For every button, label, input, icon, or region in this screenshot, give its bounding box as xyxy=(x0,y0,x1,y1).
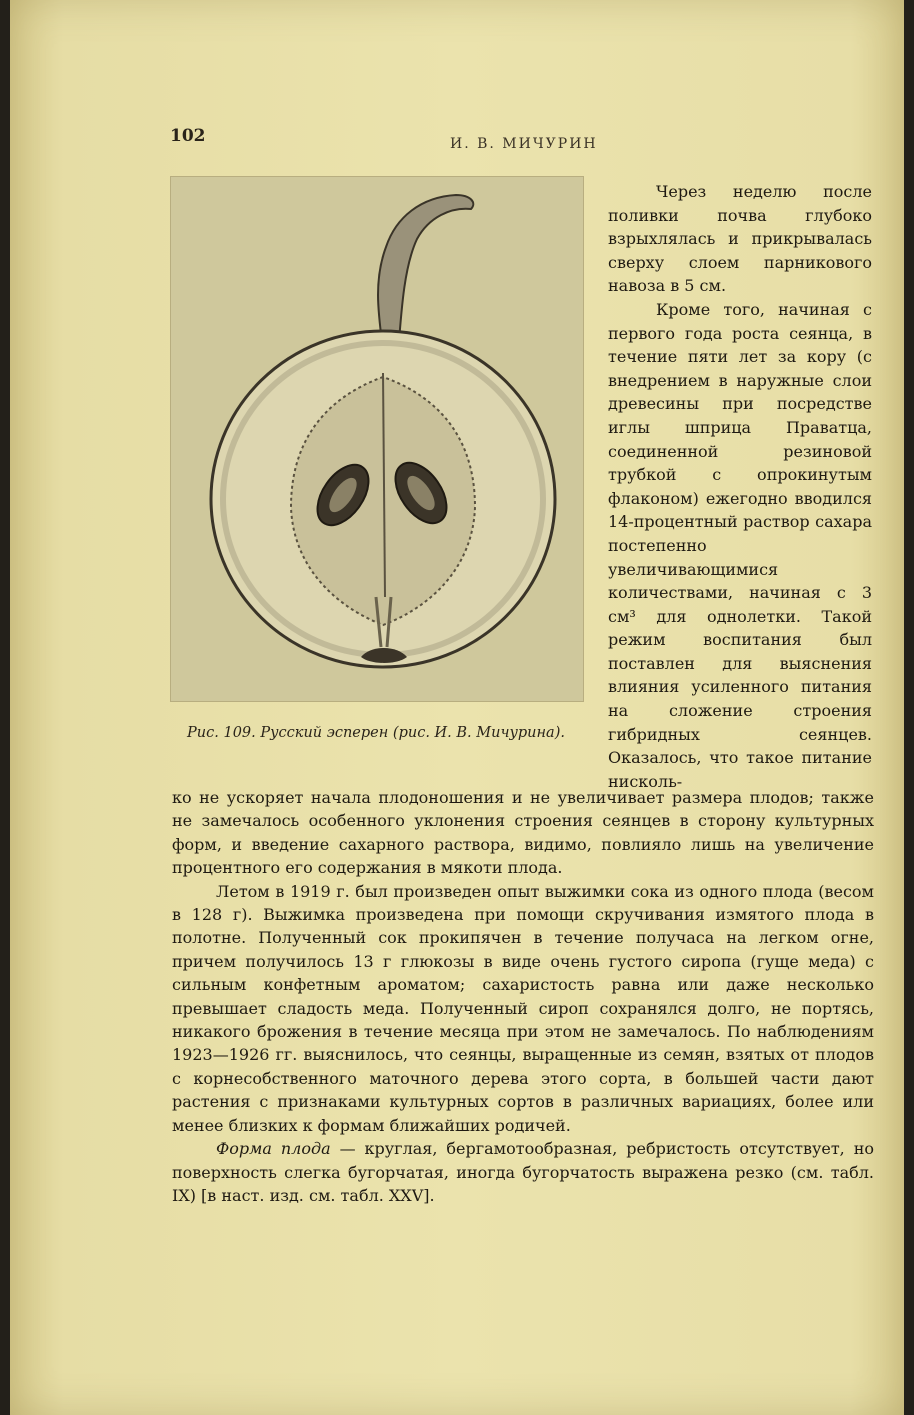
paragraph xyxy=(172,1137,874,1207)
page-number: 102 xyxy=(170,126,206,146)
book-page xyxy=(10,0,904,1415)
paragraph: Летом в 1919 г. был произведен опыт выжимки сока из одного плода (весом в 128 г). Выжимка произведена при помощи скручивания измятого плода в полотне. Полученный сок прокипячен в течение получаса на легком огне, причем получилось 13 г глюкозы в виде очень густого сиропа (гуще меда) с сильным конфетным ароматом; сахаристость равна или даже несколько превышает сладость меда. Полученный сироп сохранялся долго, не портясь, никакого брожения в течение месяца при этом не замечалось. По наблюдениям 1923—1926 гг. выяснилось, что сеянцы, выращенные из семян, взятых от плодов с корнесобственного маточного дерева этого сорта, в большей части дают растения с признаками культурных сортов в различных вариациях, более или менее близких к формам ближайших родичей. xyxy=(172,881,874,1135)
right-text-column xyxy=(608,180,872,793)
pear-cross-section-illustration xyxy=(170,176,584,702)
paragraph: Через неделю после поливки почва глубоко взрыхлялась и прикрывалась сверху слоем парникового навоза в 5 см. xyxy=(608,182,872,296)
figure-caption xyxy=(170,722,582,744)
full-width-text xyxy=(172,786,874,1207)
fruit-shape-description: — круглая, бергамотообразная, ребристость отсутствует, но поверхность слегка бугорчатая, иногда бугорчатость выражена резко (см. табл. IX) [в наст. изд. см. табл. XXV]. xyxy=(172,1139,874,1205)
caption-label: Рис. 109. xyxy=(187,725,256,741)
fruit-shape-term: Форма плода xyxy=(216,1139,331,1159)
caption-text: Русский эсперен (рис. И. В. Мичурина). xyxy=(260,725,565,741)
paragraph: Кроме того, начиная с первого года роста сеянца, в течение пяти лет за кору (с внедрением в наружные слои древесины при посредстве иглы шприца Праватца, соединенной резиновой трубкой с опрокинутым флаконом) ежегодно вводился 14-процентный раствор сахара постепенно увеличивающимися количествами, начиная с 3 см³ для однолетки. Такой режим воспитания был поставлен для выяснения влияния усиленного питания на сложение строения гибридных сеянцев. Оказалось, что такое питание нисколь- xyxy=(608,299,872,791)
pear-drawing xyxy=(171,177,583,701)
paragraph: ко не ускоряет начала плодоношения и не увеличивает размера плодов; также не замечалось особенного уклонения строения сеянцев в сторону культурных форм, и введение сахарного раствора, видимо, повлияло лишь на увеличение процентного его содержания в мякоти плода. xyxy=(172,788,874,878)
running-header-author: И. В. МИЧУРИН xyxy=(450,136,598,152)
